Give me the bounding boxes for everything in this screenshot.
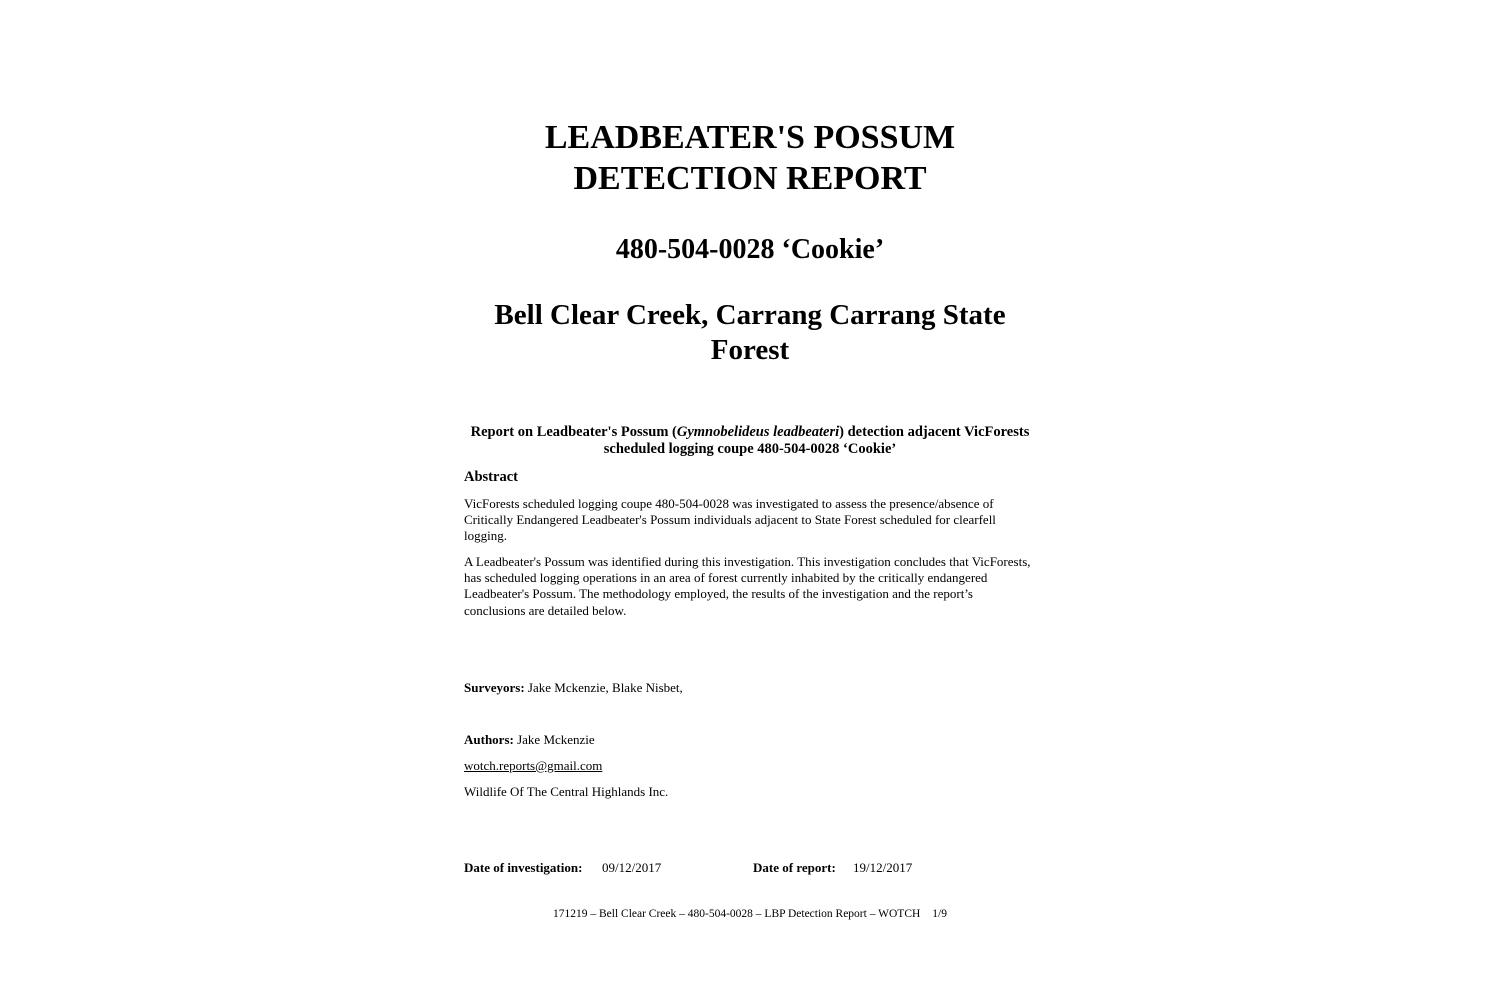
abstract-paragraph-2 (464, 554, 1044, 619)
page-footer (0, 907, 1500, 922)
surveyors-value: Jake Mckenzie, Blake Nisbet, (524, 680, 683, 695)
abstract-paragraph-1-line: Critically Endangered Leadbeater's Possum individuals adjacent to State Forest scheduled for clearfell (464, 512, 996, 528)
report-date-label: Date of report: (753, 860, 836, 875)
report-title-line-1: LEADBEATER'S POSSUM (544, 119, 956, 156)
report-subheading-prefix: Report on Leadbeater's Possum ( (470, 424, 677, 440)
report-subheading-line-2: scheduled logging coupe 480-504-0028 ‘Cookie’ (603, 441, 897, 457)
abstract-paragraph-2-line: Leadbeater's Possum. The methodology employed, the results of the investigation and the report’s (464, 586, 973, 602)
location-heading-line-2: Forest (710, 334, 790, 366)
abstract-paragraph-2-line: conclusions are detailed below. (464, 602, 627, 618)
abstract-label: Abstract (464, 469, 518, 485)
report-subheading-line-1 (464, 424, 1036, 441)
coupe-id-heading: 480-504-0028 ‘Cookie’ (615, 234, 885, 265)
abstract-paragraph-1-line: logging. (464, 528, 507, 544)
organisation-name: Wildlife Of The Central Highlands Inc. (464, 784, 669, 799)
page-number: 1/9 (932, 908, 947, 920)
investigation-date-value: 09/12/2017 (602, 860, 662, 875)
email-link[interactable]: wotch.reports@gmail.com (464, 758, 603, 773)
report-subheading (464, 424, 1036, 458)
footer-text: 171219 – Bell Clear Creek – 480-504-0028 – LBP Detection Report – WOTCH (552, 908, 921, 920)
abstract-paragraph-2-line: A Leadbeater's Possum was identified during this investigation. This investigation concludes that VicForests, (464, 554, 1031, 569)
location-heading-line-1: Bell Clear Creek, Carrang Carrang State (494, 299, 1006, 331)
authors-line (464, 731, 595, 748)
surveyors-label: Surveyors: (464, 680, 525, 695)
report-subheading-suffix: ) detection adjacent VicForests (839, 424, 1030, 440)
surveyors-line (464, 679, 683, 696)
abstract-paragraph-1-line: VicForests scheduled logging coupe 480-504-0028 was investigated to assess the presence/absence of (464, 496, 994, 511)
investigation-date-label: Date of investigation: (464, 860, 583, 875)
report-title-line-2: DETECTION REPORT (573, 160, 927, 197)
authors-label: Authors: (464, 732, 514, 747)
report-date-value: 19/12/2017 (853, 860, 913, 875)
abstract-paragraph-1 (464, 496, 1044, 545)
abstract-paragraph-2-line: has scheduled logging operations in an area of forest currently inhabited by the critically endangered (464, 570, 988, 586)
authors-value: Jake Mckenzie (513, 732, 595, 747)
species-name: Gymnobelideus leadbeateri (676, 424, 840, 440)
